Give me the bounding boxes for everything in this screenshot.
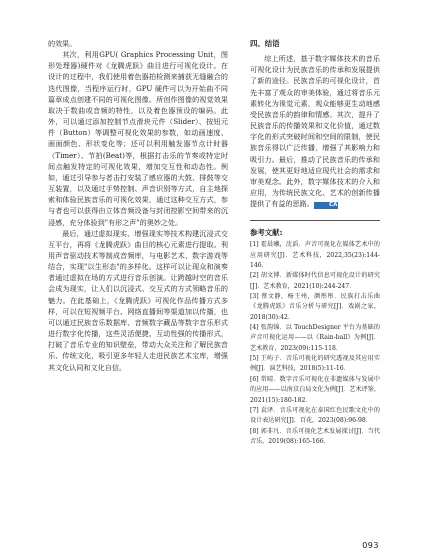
body-paragraph: 其次，利用GPU( Graphics Processing Unit，图形处理器)硬件对《龙腾虎跃》曲目进行可视化设计。在设计的过程中，我们使用着色器拍检测来捕获无缝融合的迭代图像，当程序运行时，GPU 硬件可以为开始曲不同篇章成点创建不同的可视化图像。所创作图像的视觉效果取决于数曲或音频的特性，以及着色器预设的编码。此外，可以通过添加控制节点滑块元件（Slider）、按钮元件（Button）等调整可视化效果的参数，如动画速度、画面颜色、形状变化等；还可以利用触发器节点计时器（Timer）、节拍(Beat)等，根据打击乐的节奏或特定时间点触发特定的可视化效果，增加交互性和动态性。例如，通过引导参与者击打安装了感应器的大鼓、排鼓等交互装置，以及通过手势控制、声音识别等方式，自主地探索和体验民族音乐的可视化效果，通过这种交互方式，参与者也可以获得由立体音频设备与封闭控影空间带来的沉浸感，充分体验到"有形之声"的奥妙之处。 (48, 50, 228, 227)
reference-item: [4] 张韵锦．以 TouchDesigner 平台为基础的声音可视化运用——以《Rain-ball》为例[J]．艺术教育，2023(09):115-118． (250, 324, 380, 352)
references-list (250, 240, 380, 447)
section-title: 四、结语 (250, 39, 280, 48)
reference-item: [5] 王屿子．音乐可视化的研究透视及其应用实例[J]．演艺科技，2018(5):11-16． (250, 355, 380, 373)
ca-badge: CA (314, 202, 338, 209)
references-title: 参考文献: (250, 228, 283, 238)
reference-item: [7] 袁泽．音乐可视化在泰国红色民歌文化中的设计表达研究[J]．百花，2023(08):96-98． (250, 406, 380, 425)
references-divider (250, 220, 380, 221)
body-paragraph: 的效果。 (48, 39, 77, 48)
conclusion-paragraph (250, 53, 380, 209)
reference-item: [3] 蔡文静，杨王州，颜彤彤．民族打击乐曲《龙腾虎跃》音乐分析与研究[J]．戏剧之家，2018(30):42． (250, 293, 380, 321)
conclusion-text: 综上所述，基于数字媒体技术的音乐可视化设计为民族音乐的传承和发展提供了新的途径。民族音乐的可视化设计，首先丰富了观众的审美体验，通过将音乐元素转化为视觉元素，观众能够更生动地感受民族音乐的韵律和情感。其次，提升了民族音乐的传播效果和文化价值，通过数字化的形式突破时间和空间的限制，使民族音乐得以广泛传播，增强了其影响力和吸引力。最后，推动了民族音乐的传承和发展，使其更好地适应现代社会的需求和审美观念。此外，数字媒体技术的介入和应用，为传统民族文化、艺术的创新传播提供了有益的思路。 (250, 54, 380, 209)
right-column (250, 38, 380, 447)
reference-item: [6] 常晴．数字音乐可视化在非遗媒体与发展中的应用——以南京白局文化为例[J]．艺术评鉴，2021(15):180-182． (250, 375, 380, 404)
page-number: 093 (362, 541, 379, 550)
reference-item: [8] 郭非凡．音乐可视化艺术发展探讨[J]．当代音乐，2019(08):165-166． (250, 427, 380, 445)
left-column (48, 38, 228, 373)
reference-item: [1] 霍晨曦，沈滔．声音可视化在媒体艺术中的应用研究[J]．艺术科技，2022,35(23):144-146． (250, 241, 380, 270)
body-paragraph: 最后，通过虚拟现实、增强现实等技术构建沉浸式交互平台，再将《龙腾虎跃》曲目的核心元素进行提取。利用声音驱动技术等制成音频库，与电影艺术、数字游戏等结合，实现"以生形态"的多样化。这样可以让现众和演奏者通过虚拟在场的方式进行音乐创演。让跨越时空的音乐会成为现实，让人们以沉浸式、交互式的方式领略音乐的魅力。在此基础上，《龙腾虎跃》可视化作品传播方式多样，可以在短视频平台、网络直播间等渠道加以传播，也可以通过民族音乐数据库、音频数字藏品等数字音乐形式进行数字化传播，这些灵活便捷、互动性强的传播形式，打破了音乐专业的知识壁垒，带动大众关注和了解民族音乐、传统文化，吸引更多年轻人走进民族艺术宝库，增强其文化认同和文化自信。 (48, 228, 228, 372)
reference-item: [2] 胡文博．新媒体时代信息可视化设计的研究[J]．艺术教育，2021(10):244-247． (250, 272, 380, 290)
